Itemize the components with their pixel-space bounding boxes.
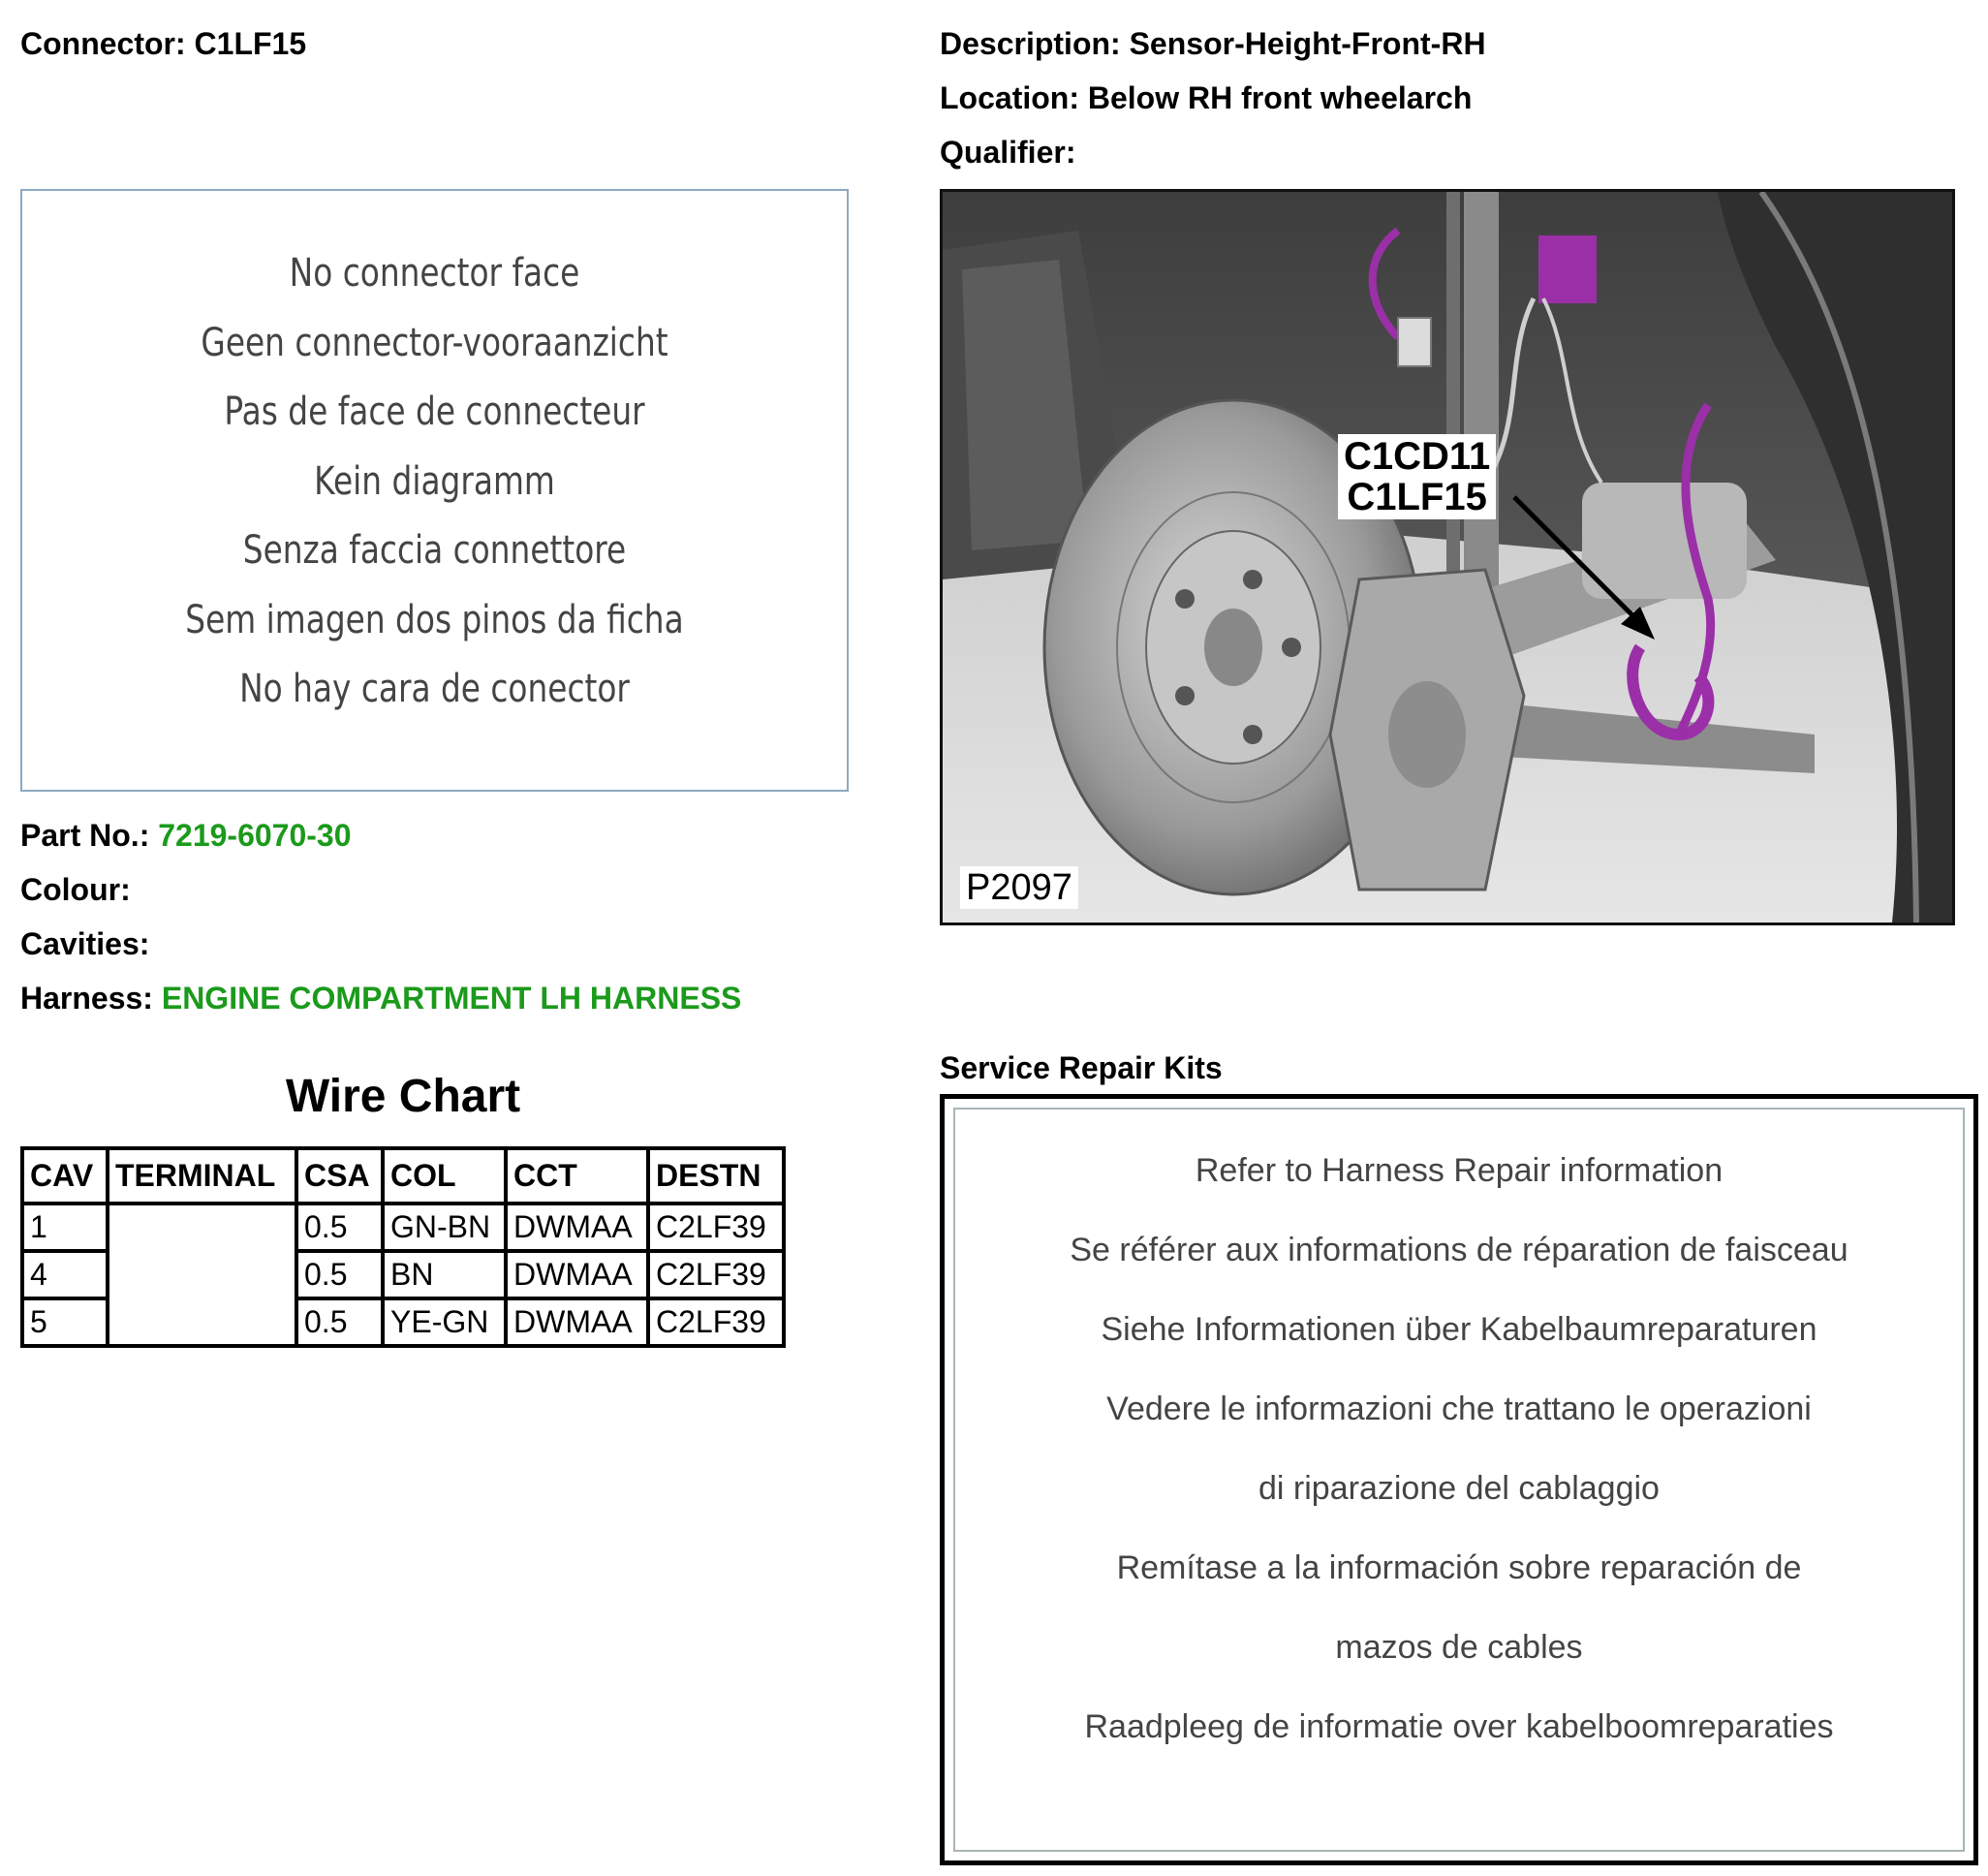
suspension-illustration: [943, 192, 1952, 922]
location-label: Location:: [940, 80, 1079, 115]
wire-chart-table: [20, 1146, 786, 1348]
col-header-cct: CCT: [506, 1148, 648, 1204]
description-label: Description:: [940, 26, 1121, 61]
connector-field: [20, 28, 306, 59]
srk-line: mazos de cables: [1335, 1629, 1583, 1666]
srk-line: Se référer aux informations de réparation de faisceau: [1070, 1232, 1848, 1268]
wire-chart-title: Wire Chart: [285, 1071, 521, 1122]
callout-line1: C1CD11: [1344, 435, 1491, 478]
cavities-field: [20, 928, 149, 959]
col-header-destn: DESTN: [648, 1148, 784, 1204]
cavities-label: Cavities:: [20, 926, 150, 961]
harness-link[interactable]: ENGINE COMPARTMENT LH HARNESS: [161, 981, 742, 1016]
srk-line: di riparazione del cablaggio: [1258, 1470, 1660, 1507]
colour-field: [20, 874, 131, 905]
cct-cell: DWMAA: [506, 1204, 648, 1251]
col-cell: GN-BN: [383, 1204, 506, 1251]
connector-face-panel: [20, 189, 849, 792]
harness-field: [20, 983, 741, 1014]
no-face-line: No hay cara de conector: [239, 667, 630, 711]
part-no-label: Part No.:: [20, 818, 150, 853]
wire-chart-header-row: [22, 1148, 784, 1204]
cct-cell: DWMAA: [506, 1298, 648, 1346]
no-face-line: Kein diagramm: [314, 458, 555, 504]
harness-label: Harness:: [20, 981, 153, 1016]
no-face-line: Senza faccia connettore: [242, 528, 627, 573]
table-row: [22, 1204, 784, 1251]
srk-line: Siehe Informationen über Kabelbaumreparaturen: [1101, 1311, 1817, 1348]
description-value: Sensor-Height-Front-RH: [1129, 26, 1486, 61]
qualifier-field: [940, 137, 1075, 168]
no-face-line: Pas de face de connecteur: [224, 390, 645, 434]
terminal-cell: [108, 1204, 296, 1346]
destn-cell: C2LF39: [648, 1298, 784, 1346]
connector-label: Connector:: [20, 26, 186, 61]
qualifier-label: Qualifier:: [940, 135, 1076, 170]
part-no-link[interactable]: 7219-6070-30: [158, 818, 352, 853]
cct-cell: DWMAA: [506, 1251, 648, 1298]
no-face-line: Sem imagen dos pinos da ficha: [185, 597, 684, 642]
connector-value: C1LF15: [194, 26, 307, 61]
colour-label: Colour:: [20, 872, 131, 907]
col-header-cav: CAV: [22, 1148, 108, 1204]
csa-cell: 0.5: [296, 1298, 383, 1346]
no-connector-face-text: [97, 239, 773, 725]
cav-cell: 5: [22, 1298, 108, 1346]
col-header-col: COL: [383, 1148, 506, 1204]
destn-cell: C2LF39: [648, 1204, 784, 1251]
service-repair-kits-text: [955, 1131, 1963, 1767]
srk-line: Vedere le informazioni che trattano le operazioni: [1106, 1391, 1812, 1427]
cav-cell: 1: [22, 1204, 108, 1251]
location-field: [940, 82, 1472, 113]
part-no-field: [20, 820, 352, 851]
description-field: [940, 28, 1486, 59]
location-value: Below RH front wheelarch: [1087, 80, 1473, 115]
col-header-terminal: TERMINAL: [108, 1148, 296, 1204]
figure-id: P2097: [960, 866, 1078, 909]
callout-label: [1338, 434, 1496, 519]
cav-cell: 4: [22, 1251, 108, 1298]
service-repair-kits-inner: [953, 1108, 1965, 1852]
csa-cell: 0.5: [296, 1251, 383, 1298]
service-repair-kits-title: Service Repair Kits: [940, 1050, 1223, 1085]
no-face-line: No connector face: [289, 251, 580, 296]
callout-line2: C1LF15: [1347, 476, 1487, 518]
no-face-line: Geen connector-vooraanzicht: [201, 320, 668, 365]
destn-cell: C2LF39: [648, 1251, 784, 1298]
srk-line: Remítase a la información sobre reparación de: [1116, 1549, 1802, 1586]
location-image: [940, 189, 1955, 925]
csa-cell: 0.5: [296, 1204, 383, 1251]
service-repair-kits-panel: [940, 1094, 1978, 1865]
srk-line: Raadpleeg de informatie over kabelboomreparaties: [1084, 1708, 1834, 1745]
col-header-csa: CSA: [296, 1148, 383, 1204]
srk-line: Refer to Harness Repair information: [1195, 1152, 1724, 1189]
col-cell: BN: [383, 1251, 506, 1298]
col-cell: YE-GN: [383, 1298, 506, 1346]
